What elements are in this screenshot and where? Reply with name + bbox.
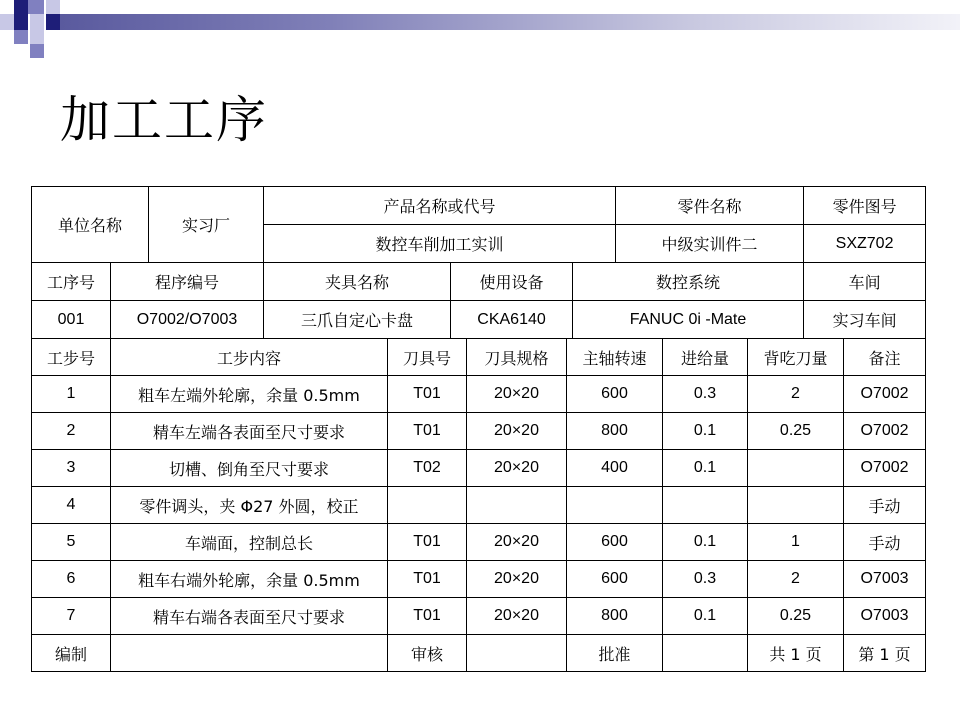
step-feed: 0.1: [663, 413, 748, 450]
step-row: [32, 450, 926, 487]
workshop-label: 车间: [804, 263, 926, 301]
program-no-label: 程序编号: [111, 263, 264, 301]
page-number: 第 1 页: [844, 635, 926, 672]
decor-square: [30, 14, 44, 30]
step-cut-depth: 0.25: [748, 413, 844, 450]
program-no-value: O7002/O7003: [111, 301, 264, 339]
fixture-label: 夹具名称: [264, 263, 451, 301]
total-pages: 共 1 页: [748, 635, 844, 672]
decor-square: [46, 0, 60, 14]
step-feed: 0.3: [663, 561, 748, 598]
step-tool-no: T01: [388, 561, 467, 598]
step-row: [32, 524, 926, 561]
step-feed: 0.1: [663, 524, 748, 561]
step-tool-no: T01: [388, 524, 467, 561]
compiled-value: [111, 635, 388, 672]
col-remark: 备注: [844, 339, 926, 376]
decor-square: [28, 0, 44, 14]
step-content: 车端面，控制总长: [111, 524, 388, 561]
decorative-header: [0, 0, 960, 60]
steps-table: [31, 338, 926, 672]
step-tool-no: T01: [388, 413, 467, 450]
step-row: [32, 561, 926, 598]
approved-label: 批准: [567, 635, 663, 672]
step-step-no: 1: [32, 376, 111, 413]
workshop-value: 实习车间: [804, 301, 926, 339]
step-content: 粗车右端外轮廓，余量 0.5mm: [111, 561, 388, 598]
header-gradient-bar: [60, 14, 960, 30]
step-spindle-speed: 600: [567, 376, 663, 413]
step-feed: 0.1: [663, 450, 748, 487]
step-tool-no: T02: [388, 450, 467, 487]
process-label-row: [32, 263, 926, 301]
step-content: 粗车左端外轮廓，余量 0.5mm: [111, 376, 388, 413]
decor-square: [14, 30, 28, 44]
step-tool-spec: 20×20: [467, 450, 567, 487]
part-drawing-label: 零件图号: [804, 187, 926, 225]
step-feed: 0.3: [663, 376, 748, 413]
reviewed-value: [467, 635, 567, 672]
decor-square: [14, 0, 28, 14]
col-cut-depth: 背吃刀量: [748, 339, 844, 376]
part-name-label: 零件名称: [616, 187, 804, 225]
process-no-value: 001: [32, 301, 111, 339]
step-spindle-speed: 800: [567, 598, 663, 635]
header-row: [32, 187, 926, 225]
process-card: [31, 186, 925, 672]
cnc-system-label: 数控系统: [573, 263, 804, 301]
decor-square: [30, 44, 44, 58]
col-step-no: 工步号: [32, 339, 111, 376]
steps-header-row: [32, 339, 926, 376]
step-cut-depth: 2: [748, 561, 844, 598]
step-tool-spec: 20×20: [467, 376, 567, 413]
step-row: [32, 376, 926, 413]
footer-row: [32, 635, 926, 672]
step-tool-spec: 20×20: [467, 561, 567, 598]
step-step-no: 4: [32, 487, 111, 524]
unit-label: 单位名称: [32, 187, 149, 263]
fixture-value: 三爪自定心卡盘: [264, 301, 451, 339]
step-step-no: 7: [32, 598, 111, 635]
step-row: [32, 598, 926, 635]
step-row: [32, 413, 926, 450]
cnc-system-value: FANUC 0i -Mate: [573, 301, 804, 339]
page-title: 加工工序: [60, 91, 268, 149]
step-remark: O7002: [844, 450, 926, 487]
col-tool-no: 刀具号: [388, 339, 467, 376]
step-step-no: 3: [32, 450, 111, 487]
col-spindle-speed: 主轴转速: [567, 339, 663, 376]
step-step-no: 2: [32, 413, 111, 450]
step-remark: 手动: [844, 487, 926, 524]
process-no-label: 工序号: [32, 263, 111, 301]
step-tool-spec: 20×20: [467, 598, 567, 635]
step-cut-depth: 2: [748, 376, 844, 413]
step-cut-depth: [748, 487, 844, 524]
col-tool-spec: 刀具规格: [467, 339, 567, 376]
step-content: 切槽、倒角至尺寸要求: [111, 450, 388, 487]
step-tool-spec: [467, 487, 567, 524]
step-tool-spec: 20×20: [467, 413, 567, 450]
step-spindle-speed: 600: [567, 561, 663, 598]
step-spindle-speed: 400: [567, 450, 663, 487]
step-cut-depth: 0.25: [748, 598, 844, 635]
part-drawing-value: SXZ702: [804, 225, 926, 263]
product-label: 产品名称或代号: [264, 187, 616, 225]
step-spindle-speed: 600: [567, 524, 663, 561]
step-tool-no: T01: [388, 376, 467, 413]
step-tool-spec: 20×20: [467, 524, 567, 561]
step-remark: O7002: [844, 413, 926, 450]
col-feed: 进给量: [663, 339, 748, 376]
step-tool-no: T01: [388, 598, 467, 635]
step-remark: O7003: [844, 598, 926, 635]
equipment-value: CKA6140: [451, 301, 573, 339]
unit-value: 实习厂: [149, 187, 264, 263]
compiled-label: 编制: [32, 635, 111, 672]
step-remark: O7003: [844, 561, 926, 598]
step-content: 精车左端各表面至尺寸要求: [111, 413, 388, 450]
process-table: [31, 186, 926, 339]
step-feed: [663, 487, 748, 524]
step-cut-depth: 1: [748, 524, 844, 561]
step-spindle-speed: 800: [567, 413, 663, 450]
equipment-label: 使用设备: [451, 263, 573, 301]
step-row: [32, 487, 926, 524]
approved-value: [663, 635, 748, 672]
step-remark: 手动: [844, 524, 926, 561]
step-feed: 0.1: [663, 598, 748, 635]
step-remark: O7002: [844, 376, 926, 413]
decor-square: [30, 30, 44, 44]
step-step-no: 5: [32, 524, 111, 561]
step-cut-depth: [748, 450, 844, 487]
process-value-row: [32, 301, 926, 339]
step-tool-no: [388, 487, 467, 524]
decor-square: [0, 14, 14, 30]
step-content: 零件调头，夹 Φ27 外圆，校正: [111, 487, 388, 524]
product-value: 数控车削加工实训: [264, 225, 616, 263]
part-name-value: 中级实训件二: [616, 225, 804, 263]
reviewed-label: 审核: [388, 635, 467, 672]
decor-square: [14, 14, 28, 30]
step-content: 精车右端各表面至尺寸要求: [111, 598, 388, 635]
step-spindle-speed: [567, 487, 663, 524]
col-content: 工步内容: [111, 339, 388, 376]
step-step-no: 6: [32, 561, 111, 598]
decor-square: [46, 14, 60, 30]
